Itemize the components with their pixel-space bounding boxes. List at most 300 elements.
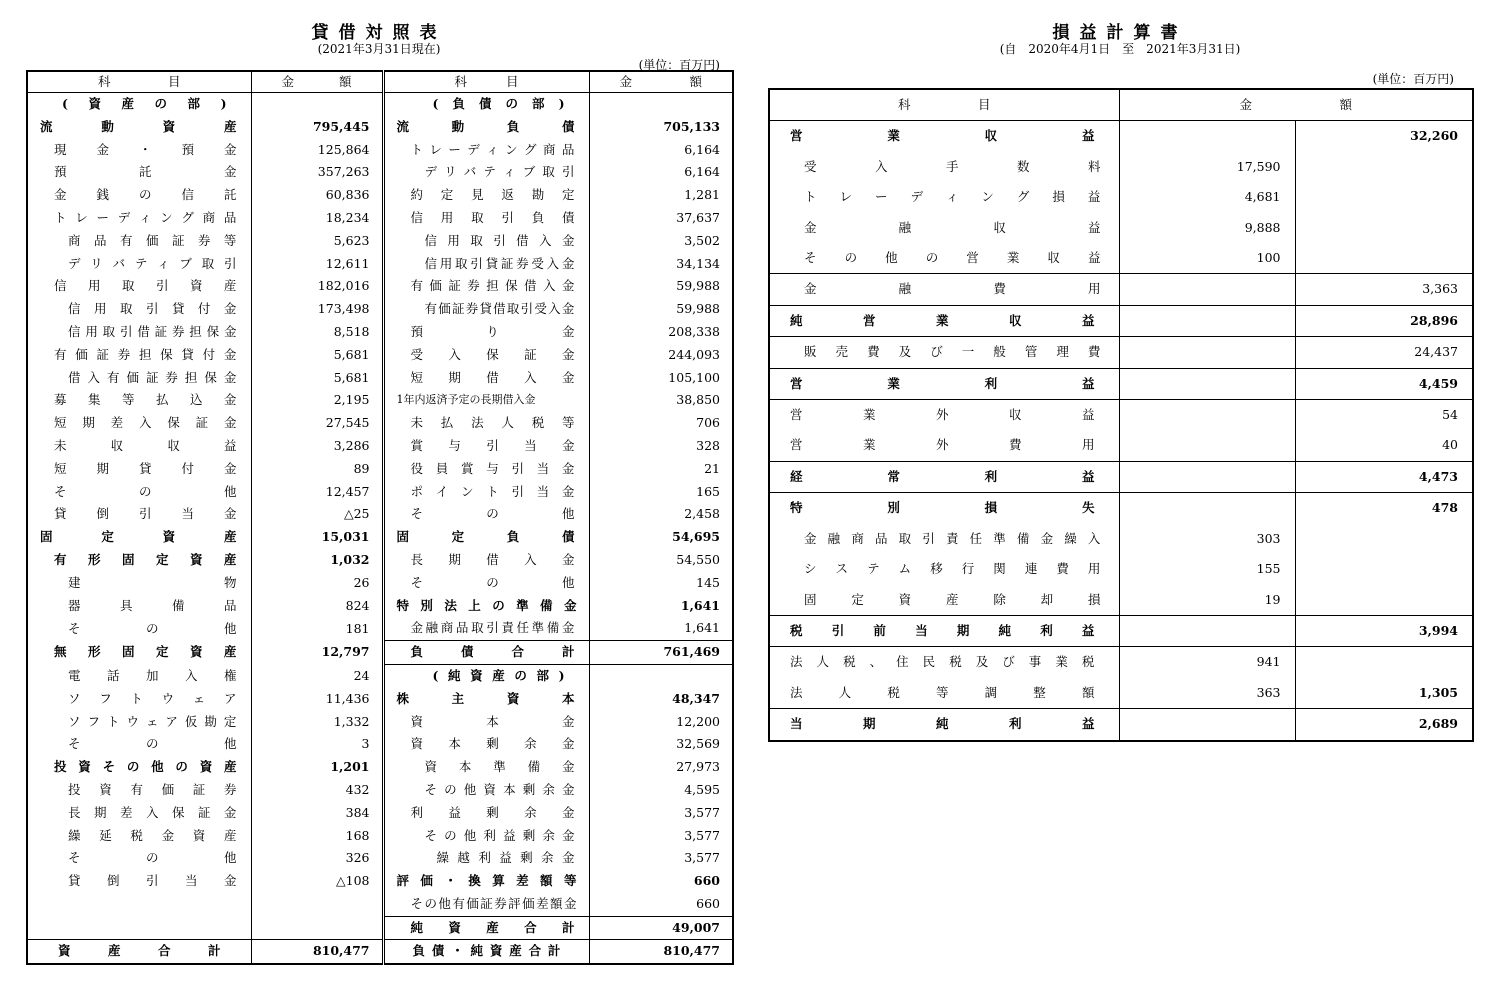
- income-statement-header: [769, 89, 1473, 121]
- label-char: の: [424, 895, 437, 911]
- label-char: 他: [463, 781, 477, 797]
- label-char: 貸: [54, 506, 67, 522]
- liability-value: 59,988: [676, 301, 720, 317]
- label-char: 数: [1016, 158, 1030, 174]
- label-char: 価: [161, 781, 175, 797]
- asset-label: [27, 481, 251, 504]
- label-char: 額: [540, 873, 553, 889]
- label-char: 長: [410, 551, 424, 567]
- balance-sheet-row: [27, 435, 733, 458]
- row-label: [770, 554, 1119, 584]
- asset-label: [27, 435, 251, 458]
- label-char: デ: [117, 209, 131, 225]
- is-row-label: [769, 430, 1119, 461]
- liability-value: 1,281: [684, 187, 720, 203]
- label-char: 産: [223, 827, 237, 843]
- label-char: 取: [542, 164, 555, 180]
- label-char: 権: [223, 667, 237, 683]
- label-char: ィ: [157, 255, 170, 271]
- label-char: 純: [998, 622, 1012, 638]
- label-char: 金: [619, 74, 633, 89]
- label-char: そ: [68, 620, 81, 636]
- row-label: [770, 585, 1119, 615]
- label-char: 等: [563, 873, 577, 889]
- row-label: [385, 298, 589, 321]
- label-char: 当: [790, 716, 803, 732]
- label-char: 流: [396, 118, 410, 134]
- label-char: の: [925, 250, 939, 266]
- label-char: び: [930, 344, 943, 360]
- income-statement-row: [769, 400, 1473, 431]
- label-char: 価: [126, 369, 139, 385]
- balance-sheet-unit: (単位：百万円): [638, 58, 720, 72]
- row-label: [385, 802, 589, 825]
- label-char: の: [138, 483, 152, 499]
- label-char: 法: [790, 654, 803, 670]
- label-char: 収: [1047, 250, 1060, 266]
- label-char: ェ: [192, 690, 206, 706]
- label-char: 加: [145, 667, 159, 683]
- income-statement-row: [769, 647, 1473, 678]
- label-char: 金: [1239, 97, 1253, 112]
- row-label: [385, 458, 589, 481]
- label-char: 引: [520, 301, 534, 317]
- asset-value: 18,234: [251, 207, 383, 230]
- label-char: 他: [151, 759, 164, 775]
- row-label: [385, 779, 589, 802]
- row-label: [385, 572, 589, 595]
- label-char: イ: [435, 483, 449, 499]
- row-label: [770, 462, 1119, 492]
- asset-label: [27, 367, 251, 390]
- row-label: [28, 711, 251, 734]
- is-row-amount: 2,689: [1295, 709, 1473, 741]
- label-char: 見: [471, 187, 484, 203]
- label-char: 益: [1081, 407, 1095, 423]
- label-char: 益: [1087, 250, 1101, 266]
- asset-value: 1,332: [251, 711, 383, 734]
- label-char: 計: [547, 943, 561, 959]
- is-row-label: [769, 615, 1119, 646]
- balance-sheet-row: [27, 664, 733, 687]
- label-char: 差: [110, 415, 124, 431]
- balance-sheet-row: [27, 526, 733, 549]
- liability-label: [383, 825, 589, 848]
- row-label: [385, 870, 589, 893]
- label-char: 借: [493, 301, 506, 317]
- row-label: [770, 678, 1119, 708]
- asset-value: 5,623: [251, 230, 383, 253]
- label-char: 外: [935, 437, 949, 453]
- label-char: 金: [223, 873, 237, 889]
- asset-label: [27, 688, 251, 711]
- label-char: の: [444, 827, 457, 843]
- label-char: 担: [486, 278, 499, 294]
- label-char: 現: [54, 141, 67, 157]
- label-char: 当: [536, 460, 550, 476]
- label-char: そ: [410, 506, 424, 522]
- label-char: 剰: [522, 827, 536, 843]
- label-char: 計: [561, 919, 575, 935]
- label-char: ン: [460, 483, 474, 499]
- label-char: 入: [874, 158, 888, 174]
- label-char: 剰: [522, 781, 536, 797]
- balance-sheet-row: [27, 893, 733, 916]
- label-char: デ: [467, 141, 480, 157]
- label-char: 負: [531, 209, 545, 225]
- label-char: 価: [522, 895, 535, 911]
- label-char: 取: [471, 620, 484, 636]
- label-char: 用: [1087, 281, 1101, 297]
- income-statement-row: [769, 368, 1473, 399]
- label-char: 資: [99, 781, 112, 797]
- label-char: 券: [516, 255, 529, 271]
- asset-value: 15,031: [251, 526, 383, 549]
- label-char: 取: [119, 301, 133, 317]
- row-label: [385, 665, 589, 688]
- label-char: 業: [862, 437, 876, 453]
- label-char: 預: [410, 323, 424, 339]
- label-char: の: [145, 850, 159, 866]
- label-char: ): [220, 96, 227, 111]
- label-char: 担: [189, 323, 202, 339]
- is-row-subamount: [1119, 709, 1295, 741]
- label-char: 期: [96, 460, 109, 476]
- balance-sheet-row: [27, 458, 733, 481]
- label-char: 負: [412, 943, 426, 959]
- label-char: 未: [410, 415, 424, 431]
- asset-label: [27, 253, 251, 276]
- label-char: 他: [223, 736, 237, 752]
- label-char: 業: [887, 375, 900, 391]
- label-char: 与: [448, 437, 461, 453]
- label-char: の: [486, 574, 499, 590]
- balance-sheet-row: [27, 321, 733, 344]
- asset-value: 384: [251, 802, 383, 825]
- balance-sheet-row: [27, 641, 733, 665]
- label-char: 期: [448, 369, 461, 385]
- is-row-amount: 40: [1442, 437, 1458, 453]
- label-char: 固: [121, 551, 135, 567]
- label-char: 証: [197, 804, 211, 820]
- label-char: び: [1002, 654, 1015, 670]
- label-char: ブ: [179, 255, 192, 271]
- liability-value: 208,338: [668, 323, 720, 339]
- label-char: の: [145, 620, 159, 636]
- label-char: 取: [470, 232, 483, 248]
- is-row-amount: [1295, 585, 1473, 616]
- label-char: 上: [468, 597, 481, 613]
- label-char: 品: [561, 141, 575, 157]
- label-char: 本: [486, 713, 499, 729]
- label-char: 期: [82, 415, 95, 431]
- label-char: 産: [223, 118, 237, 134]
- liability-value: 12,200: [676, 713, 720, 729]
- label-char: 金: [561, 483, 575, 499]
- row-label: [385, 711, 589, 734]
- label-char: 般: [993, 344, 1006, 360]
- label-char: 余: [524, 736, 537, 752]
- label-char: 純: [448, 667, 461, 683]
- row-label: [28, 389, 251, 412]
- label-char: 越: [457, 850, 470, 866]
- is-row-label: [769, 274, 1119, 305]
- label-char: 電: [68, 667, 81, 683]
- label-char: 剰: [486, 736, 499, 752]
- label-char: 資: [189, 278, 203, 294]
- label-char: 形: [87, 644, 101, 660]
- assets-total-value: 810,477: [251, 940, 383, 964]
- label-char: 産: [223, 644, 237, 660]
- balance-sheet-row: [27, 595, 733, 618]
- label-char: 税: [843, 654, 856, 670]
- row-label: [28, 847, 251, 870]
- row-label: [385, 161, 589, 184]
- label-char: バ: [463, 164, 477, 180]
- liability-value: 1,641: [680, 597, 720, 613]
- label-char: 利: [1008, 716, 1022, 732]
- row-label: [770, 152, 1119, 182]
- liability-value: 165: [696, 483, 720, 499]
- label-char: 保: [204, 369, 217, 385]
- label-char: ソ: [68, 690, 81, 706]
- asset-label: [27, 733, 251, 756]
- asset-value: 12,611: [251, 253, 383, 276]
- label-char: の: [154, 96, 168, 111]
- asset-value: 125,864: [251, 139, 383, 162]
- label-char: 益: [1081, 468, 1095, 484]
- income-statement-row: [769, 554, 1473, 584]
- is-row-amount: 4,459: [1295, 368, 1473, 399]
- row-label: [385, 617, 589, 640]
- label-char: デ: [424, 164, 438, 180]
- label-char: 部: [187, 96, 201, 111]
- label-char: 用: [1087, 561, 1101, 577]
- label-char: 特: [396, 597, 410, 613]
- label-char: 有: [424, 301, 438, 317]
- asset-label: [27, 779, 251, 802]
- label-char: 繰: [68, 827, 81, 843]
- label-char: 人: [838, 684, 852, 700]
- label-char: 外: [935, 407, 949, 423]
- asset-label: [27, 161, 251, 184]
- liability-value: 105,100: [668, 369, 720, 385]
- balance-sheet-row: [27, 733, 733, 756]
- label-char: 金: [561, 827, 575, 843]
- label-char: 失: [1081, 500, 1095, 516]
- label-char: テ: [134, 255, 148, 271]
- row-label: [770, 647, 1119, 677]
- balance-sheet-row: [27, 549, 733, 572]
- label-char: 益: [1081, 716, 1095, 732]
- label-char: そ: [804, 250, 817, 266]
- label-char: そ: [424, 827, 438, 843]
- asset-value: 1,032: [251, 549, 383, 572]
- label-char: 金: [161, 827, 175, 843]
- label-char: 移: [930, 561, 943, 577]
- label-char: 有: [106, 369, 120, 385]
- label-char: 一: [961, 344, 975, 360]
- label-char: 準: [493, 759, 506, 775]
- liability-label: [383, 139, 589, 162]
- label-char: 準: [516, 597, 529, 613]
- label-char: ・: [444, 873, 457, 889]
- label-char: 託: [138, 164, 152, 180]
- row-label: [385, 367, 589, 390]
- label-char: 入: [524, 551, 537, 567]
- row-label: [28, 367, 251, 390]
- label-char: 募: [54, 392, 67, 408]
- row-label: [28, 275, 251, 298]
- label-char: ト: [106, 713, 120, 729]
- label-char: (: [62, 96, 68, 111]
- asset-label: [27, 458, 251, 481]
- income-statement-row: [769, 243, 1473, 274]
- is-row-label: [769, 243, 1119, 274]
- label-char: の: [444, 781, 457, 797]
- income-statement-period: (自 2020年4月1日 至 2021年3月31日): [999, 42, 1241, 56]
- row-label: [385, 184, 589, 207]
- label-char: 備: [546, 620, 560, 636]
- label-char: 保: [505, 278, 518, 294]
- is-row-amount: [1295, 524, 1473, 554]
- label-char: 関: [993, 561, 1006, 577]
- balance-sheet-row: [27, 617, 733, 640]
- label-char: 別: [887, 500, 900, 516]
- label-char: 費: [867, 344, 880, 360]
- label-char: 合: [511, 644, 524, 660]
- label-char: 券: [465, 301, 479, 317]
- label-char: 賞: [410, 437, 424, 453]
- label-char: 動: [101, 118, 114, 134]
- row-label: [385, 481, 589, 504]
- label-char: 経: [790, 468, 803, 484]
- liability-label: [383, 688, 589, 711]
- label-char: 商: [542, 141, 556, 157]
- label-char: リ: [444, 164, 457, 180]
- balance-sheet-row: [27, 230, 733, 253]
- row-label: [385, 116, 589, 139]
- label-char: ト: [410, 141, 424, 157]
- label-char: 税: [949, 654, 962, 670]
- asset-label: [27, 802, 251, 825]
- is-row-amount: 54: [1295, 400, 1473, 431]
- liability-label: [383, 870, 589, 893]
- label-char: 金: [223, 804, 237, 820]
- label-char: 受: [804, 158, 817, 174]
- label-char: 余: [541, 850, 554, 866]
- label-char: 準: [993, 530, 1006, 546]
- row-label: [770, 306, 1119, 336]
- label-char: の: [486, 506, 499, 522]
- balance-sheet-row: [27, 711, 733, 734]
- label-char: 引: [145, 873, 159, 889]
- assets-total-label: [27, 940, 251, 964]
- label-char: 営: [862, 312, 876, 328]
- asset-value: 2,195: [251, 389, 383, 412]
- label-char: ー: [874, 189, 888, 205]
- label-char: 法: [471, 415, 484, 431]
- asset-value: 12,457: [251, 481, 383, 504]
- label-char: 金: [54, 187, 67, 203]
- label-char: 本: [503, 781, 516, 797]
- label-char: 入: [138, 415, 152, 431]
- label-char: 金: [223, 301, 237, 317]
- label-char: 益: [503, 827, 516, 843]
- label-char: 益: [499, 850, 512, 866]
- label-char: 資: [898, 591, 912, 607]
- label-char: 貸: [68, 873, 81, 889]
- liability-label: [383, 184, 589, 207]
- label-char: 証: [171, 232, 185, 248]
- label-char: 有: [54, 346, 67, 362]
- row-label: [385, 321, 589, 344]
- label-char: 短: [54, 415, 67, 431]
- liability-label: [383, 161, 589, 184]
- label-char: 投: [68, 781, 81, 797]
- liability-label: [383, 253, 589, 276]
- label-char: レ: [429, 141, 442, 157]
- asset-label: [27, 916, 251, 940]
- label-char: 品: [93, 232, 107, 248]
- label-char: の: [505, 96, 519, 111]
- label-char: 純: [790, 312, 803, 328]
- label-char: 収: [1008, 312, 1022, 328]
- asset-label: [27, 893, 251, 916]
- row-label: [385, 825, 589, 848]
- label-char: 与: [486, 460, 499, 476]
- liability-label: [383, 664, 589, 687]
- label-char: 込: [189, 392, 203, 408]
- label-char: ィ: [138, 209, 152, 225]
- row-label: [385, 503, 589, 526]
- label-char: 信: [68, 323, 81, 339]
- balance-sheet-row: [27, 116, 733, 139]
- balance-sheet-row: [27, 847, 733, 870]
- label-char: 目: [977, 97, 991, 112]
- label-char: 返: [501, 187, 514, 203]
- label-char: 品: [455, 620, 469, 636]
- label-char: 、: [869, 654, 883, 670]
- row-label: [385, 733, 589, 756]
- label-char: 及: [898, 344, 912, 360]
- asset-label: [27, 595, 251, 618]
- asset-label: [27, 389, 251, 412]
- row-label: [385, 893, 589, 916]
- label-char: 勘: [531, 187, 545, 203]
- income-statement-row: [769, 121, 1473, 152]
- label-char: 引: [470, 255, 483, 271]
- row-label: [770, 430, 1119, 460]
- label-char: そ: [410, 574, 424, 590]
- label-char: 産: [223, 529, 237, 545]
- row-label: [385, 207, 589, 230]
- label-char: 証: [451, 301, 465, 317]
- row-label: [28, 458, 251, 481]
- asset-value: 89: [251, 458, 383, 481]
- row-label: [28, 230, 251, 253]
- label-char: そ: [410, 895, 424, 911]
- liability-label: [383, 389, 589, 412]
- asset-label: [27, 711, 251, 734]
- row-label: [770, 524, 1119, 554]
- label-char: 部: [536, 667, 549, 683]
- label-char: 証: [195, 415, 209, 431]
- label-char: 器: [68, 597, 81, 613]
- label-char: 取: [898, 530, 912, 546]
- label-char: 産: [486, 919, 499, 935]
- row-label: [28, 93, 251, 116]
